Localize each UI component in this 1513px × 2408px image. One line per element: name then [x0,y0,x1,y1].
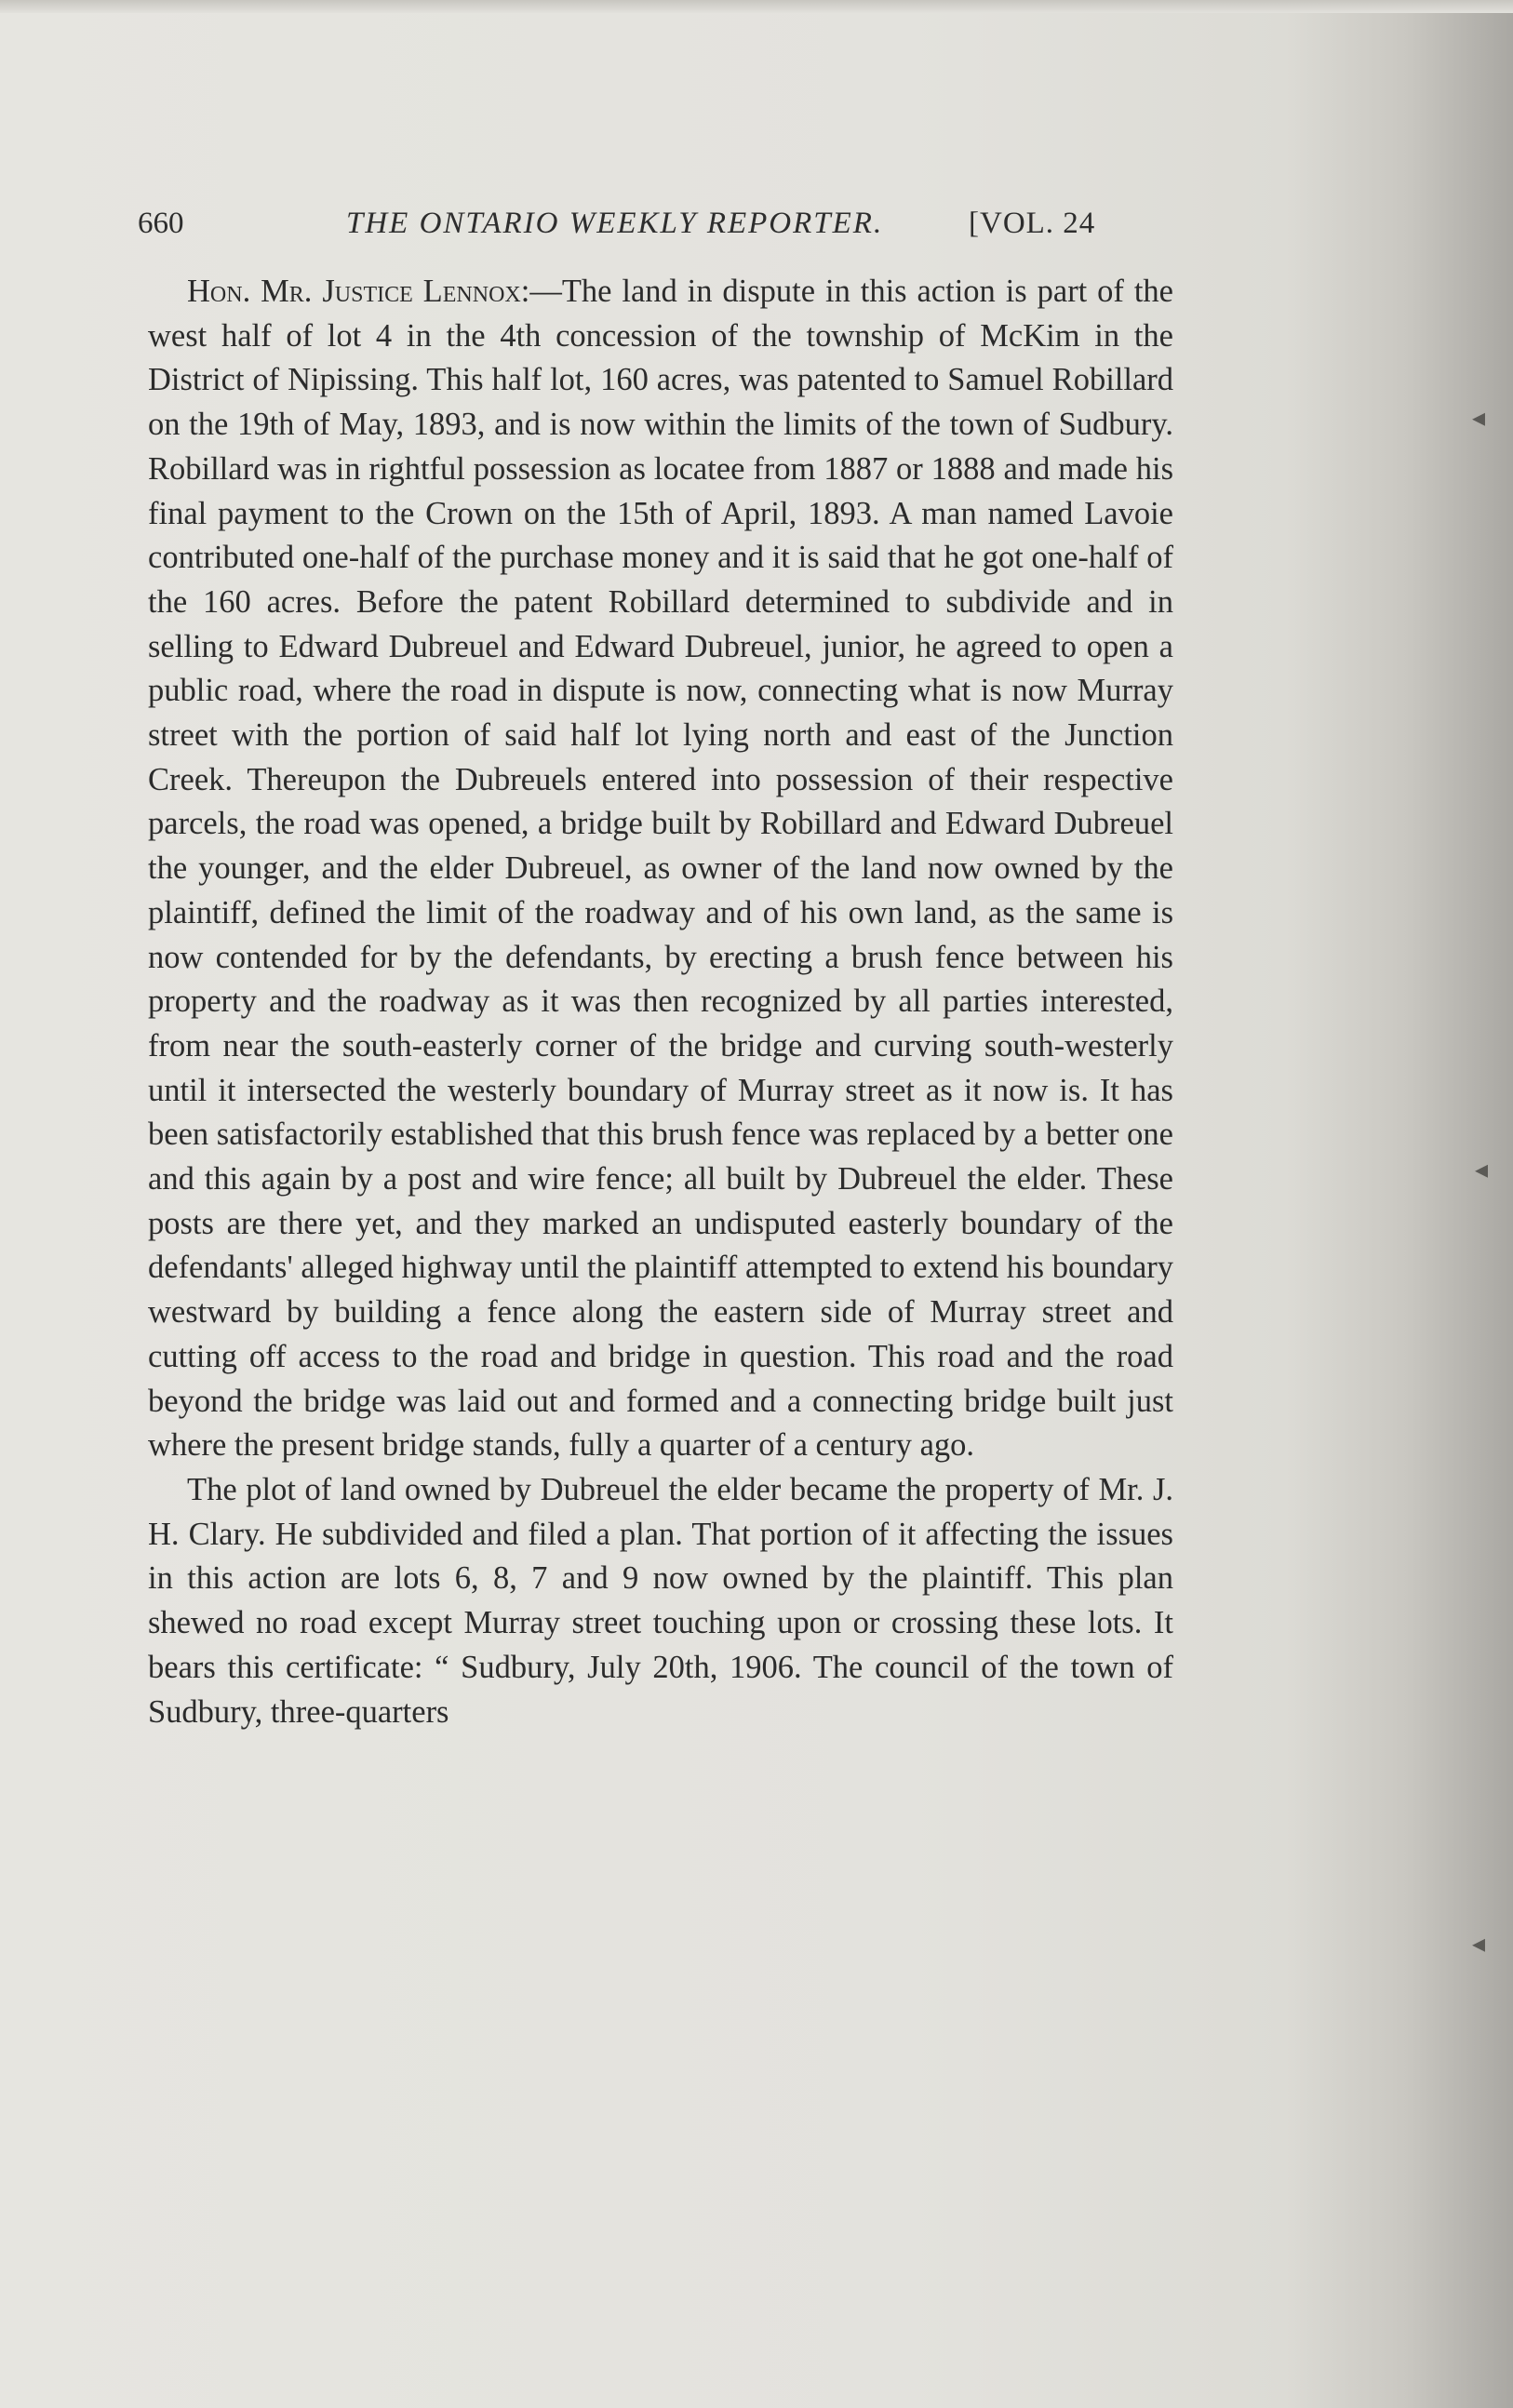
paragraph-1 [148,270,1173,1468]
margin-binding-mark: ◂ [1472,404,1486,433]
paragraph-2-text: The plot of land owned by Dubreuel the elder became the property of Mr. J. H. Clary. He subdivided and filed a plan. That portion of it affecting the issues in this action are lots 6, 8, 7 and 9 now owned by the plaintiff. This plan shewed no road except Murray street touching upon or crossing these lots. It bears this certificate: “ Sudbury, July 20th, 1906. The council of the town of Sudbury, three-quarters [148,1471,1173,1730]
page-number: 660 [138,207,184,240]
running-title: THE ONTARIO WEEKLY REPORTER. [346,207,884,240]
volume-number: [VOL. 24 [969,207,1096,240]
paragraph-1-text: :—The land in dispute in this action is part of the west half of lot 4 in the 4th concession of the township of McKim in the District of Nipissing. This half lot, 160 acres, was patented to Samuel Robillard on the 19th of May, 1893, and is now within the limits of the town of Sudbury. Robillard was in rightful possession as locatee from 1887 or 1888 and made his final payment to the Crown on the 15th of April, 1893. A man named Lavoie contributed one-half of the purchase money and it is said that he got one-half of the 160 acres. Before the patent Robillard determined to subdivide and in selling to Edward Dubreuel and Edward Dubreuel, junior, he agreed to open a public road, where the road in dispute is now, connecting what is now Murray street with the portion of said half lot lying north and east of the Junction Creek. Thereupon the Dubreuels entered into possession of their respective parcels, the road was opened, a bridge built by Robillard and Edward Dubreuel the younger, and the elder Dubreuel, as owner of the land now owned by the plaintiff, defined the limit of the roadway and of his own land, as the same is now contended for by the defendants, by erecting a brush fence between his property and the roadway as it was then recognized by all parties interested, from near the south-easterly corner of the bridge and curving south-westerly until it intersected the westerly boundary of Murray street as it now is. It has been satisfactorily established that this brush fence was replaced by a better one and this again by a post and wire fence; all built by Dubreuel the elder. These posts are there yet, and they marked an undisputed easterly boundary of the defendants' alleged highway until the plaintiff attempted to extend his boundary westward by building a fence along the eastern side of Murray street and cutting off access to the road and bridge in question. This road and the road beyond the bridge was laid out and formed and a connecting bridge built just where the present bridge stands, fully a quarter of a century ago. [148,274,1173,1464]
page-top-edge [0,0,1513,13]
margin-binding-mark: ◂ [1475,1156,1489,1184]
margin-binding-mark: ◂ [1472,1930,1486,1959]
judge-name: Hon. Mr. Justice Lennox [187,274,521,309]
judgment-text [148,270,1173,1734]
running-header [138,203,1161,259]
paragraph-2 [148,1468,1173,1734]
